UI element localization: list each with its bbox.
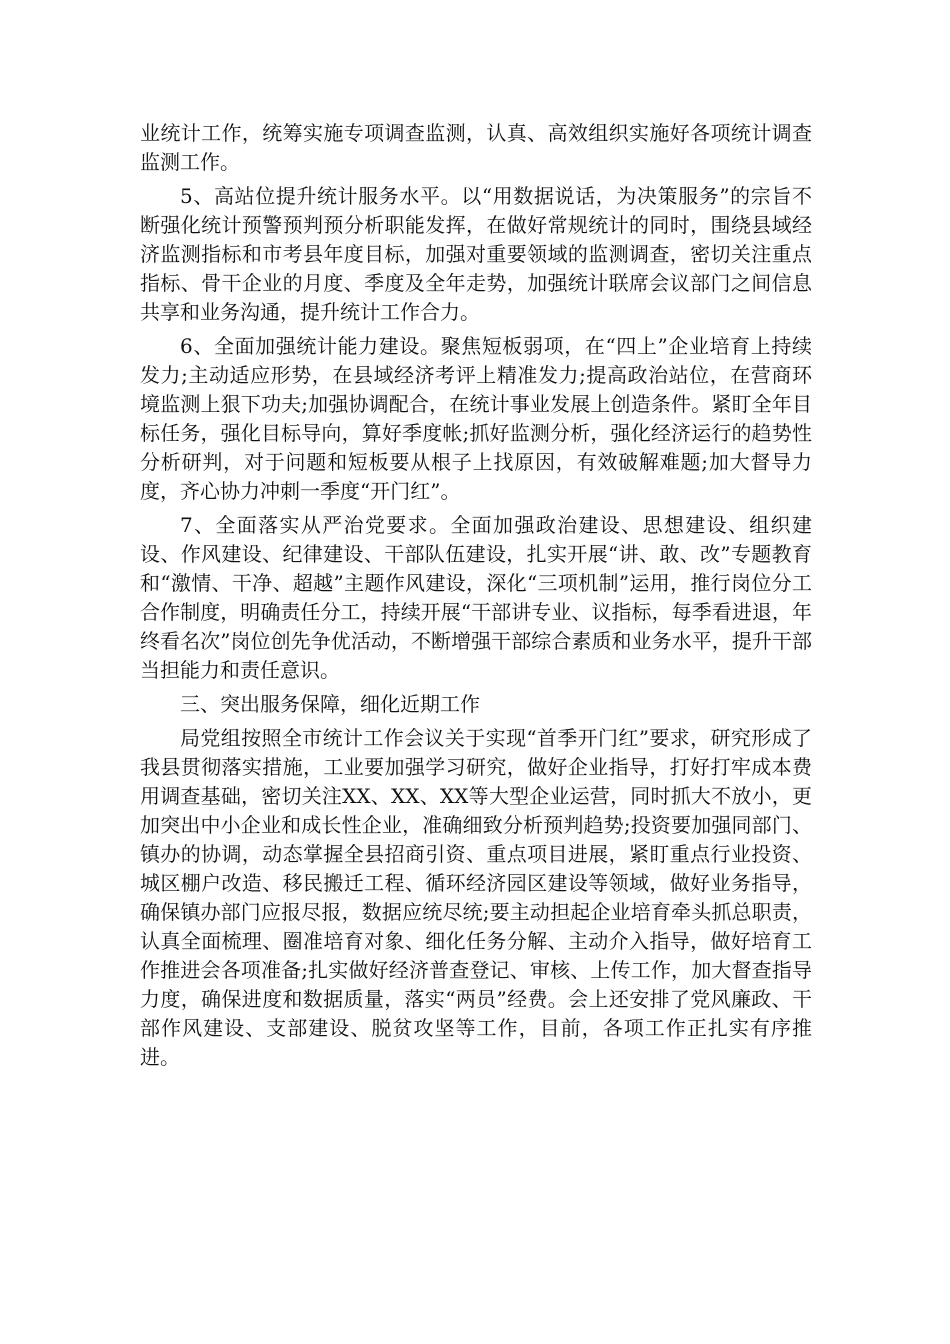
paragraph-item-5: 5、高站位提升统计服务水平。以“用数据说话，为决策服务”的宗旨不断强化统计预警预判预分析职能发挥，在做好常规统计的同时，围绕县域经济监测指标和市考县年度目标，加强对重要领域的监测调查，密切关注重点指标、骨干企业的月度、季度及全年走势，加强统计联席会议部门之间信息共享和业务沟通，提升统计工作合力。 bbox=[140, 184, 812, 324]
paragraph-item-6: 6、全面加强统计能力建设。聚焦短板弱项，在“四上”企业培育上持续发力;主动适应形势，在县域经济考评上精准发力;提高政治站位，在营商环境监测上狠下功夫;加强协调配合，在统计事业发展上创造条件。紧盯全年目标任务，强化目标导向，算好季度帐;抓好监测分析，强化经济运行的趋势性分析研判，对于问题和短板要从根子上找原因，有效破解难题;加大督导力度，齐心协力冲刺一季度“开门红”。 bbox=[140, 334, 812, 503]
paragraph-continuation: 业统计工作，统筹实施专项调查监测，认真、高效组织实施好各项统计调查监测工作。 bbox=[140, 121, 812, 174]
paragraph-item-7: 7、全面落实从严治党要求。全面加强政治建设、思想建设、组织建设、作风建设、纪律建设、干部队伍建设，扎实开展“讲、敢、改”专题教育和“激情、干净、超越”主题作风建设，深化“三项机制”运用，推行岗位分工合作制度，明确责任分工，持续开展“干部讲专业、议指标，每季看进退，年终看名次”岗位创先争优活动，不断增强干部综合素质和业务水平，提升干部当担能力和责任意识。 bbox=[140, 513, 812, 682]
paragraph-recent-work: 局党组按照全市统计工作会议关于实现“首季开门红”要求，研究形成了我县贯彻落实措施，工业要加强学习研究，做好企业指导，打好打牢成本费用调查基础，密切关注XX、XX、XX等大型企业运营，同时抓大不放小，更加突出中小企业和成长性企业，准确细致分析预判趋势;投资要加强同部门、镇办的协调，动态掌握全县招商引资、重点项目进展，紧盯重点行业投资、城区棚户改造、移民搬迁工程、循环经济园区建设等领域，做好业务指导，确保镇办部门应报尽报，数据应统尽统;要主动担起企业培育牵头抓总职责，认真全面梳理、圈准培育对象、细化任务分解、主动介入指导，做好培育工作推进会各项准备;扎实做好经济普查登记、审核、上传工作，加大督查指导力度，确保进度和数据质量，落实“两员”经费。会上还安排了党风廉政、干部作风建设、支部建设、脱贫攻坚等工作，目前，各项工作正扎实有序推进。 bbox=[140, 726, 812, 1069]
document-body bbox=[140, 119, 812, 1077]
section-heading-3: 三、突出服务保障，细化近期工作 bbox=[180, 692, 480, 716]
